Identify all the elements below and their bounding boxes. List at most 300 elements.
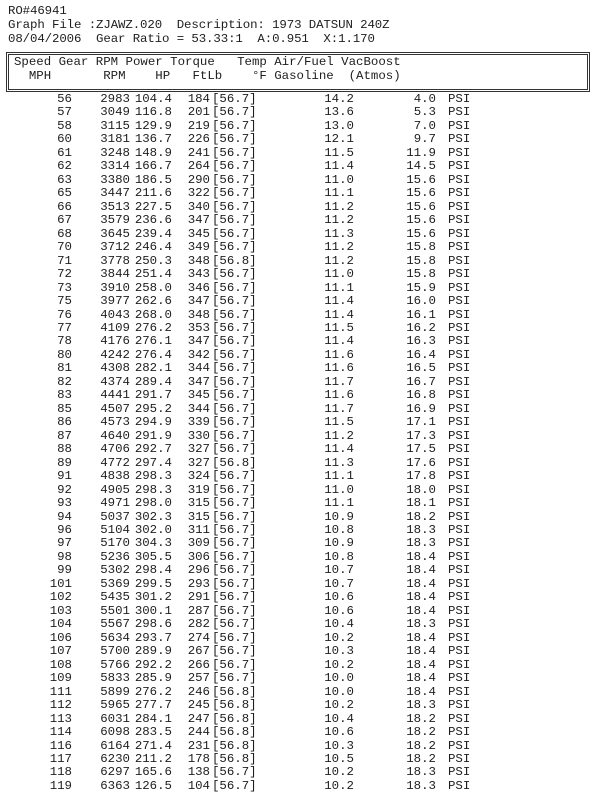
speed-cell: 57 (57, 105, 72, 120)
torque-cell: 344 (187, 361, 210, 376)
temp-cell: [56.7] (212, 778, 257, 793)
table-row (0, 174, 594, 187)
air-fuel-cell: 11.2 (324, 213, 354, 228)
vacboost-cell: 18.2 (406, 509, 436, 524)
unit-cell: PSI (448, 307, 471, 322)
power-cell: 276.4 (134, 347, 172, 362)
temp-cell: [56.8] (212, 751, 257, 766)
torque-cell: 266 (187, 657, 210, 672)
rpm-cell: 2983 (100, 92, 130, 106)
power-cell: 298.3 (134, 469, 172, 484)
air-fuel-cell: 10.9 (324, 536, 354, 551)
air-fuel-cell: 10.6 (324, 725, 354, 740)
speed-cell: 87 (57, 428, 72, 443)
vacboost-cell: 18.4 (406, 549, 436, 564)
unit-cell: PSI (448, 374, 471, 389)
unit-cell: PSI (448, 738, 471, 753)
column-header-line1: Speed Gear RPM Power Torque Temp Air/Fuel VacBoost (14, 55, 401, 69)
unit-cell: PSI (448, 644, 471, 659)
vacboost-cell: 16.0 (406, 294, 436, 309)
torque-cell: 315 (187, 496, 210, 511)
speed-cell: 119 (49, 778, 72, 793)
speed-cell: 86 (57, 415, 72, 430)
unit-cell: PSI (448, 253, 471, 268)
vacboost-cell: 5.3 (413, 105, 436, 120)
unit-cell: PSI (448, 751, 471, 766)
table-row (0, 740, 594, 753)
unit-cell: PSI (448, 590, 471, 605)
rpm-cell: 6098 (100, 725, 130, 740)
torque-cell: 347 (187, 294, 210, 309)
vacboost-cell: 15.9 (406, 280, 436, 295)
torque-cell: 244 (187, 725, 210, 740)
power-cell: 186.5 (134, 172, 172, 187)
air-fuel-cell: 10.3 (324, 644, 354, 659)
power-cell: 277.7 (134, 698, 172, 713)
speed-cell: 85 (57, 401, 72, 416)
table-row (0, 713, 594, 726)
air-fuel-cell: 11.5 (324, 415, 354, 430)
power-cell: 295.2 (134, 401, 172, 416)
table-row (0, 268, 594, 281)
unit-cell: PSI (448, 711, 471, 726)
rpm-cell: 4308 (100, 361, 130, 376)
temp-cell: [56.8] (212, 738, 257, 753)
vacboost-cell: 4.0 (413, 92, 436, 106)
power-cell: 129.9 (134, 118, 172, 133)
power-cell: 165.6 (134, 765, 172, 780)
table-row (0, 214, 594, 227)
vacboost-cell: 18.3 (406, 536, 436, 551)
rpm-cell: 5501 (100, 603, 130, 618)
speed-cell: 68 (57, 226, 72, 241)
temp-cell: [56.7] (212, 415, 257, 430)
torque-cell: 184 (187, 92, 210, 106)
vacboost-cell: 16.4 (406, 347, 436, 362)
table-row (0, 457, 594, 470)
power-cell: 268.0 (134, 307, 172, 322)
power-cell: 211.2 (134, 751, 172, 766)
vacboost-cell: 15.8 (406, 267, 436, 282)
air-fuel-cell: 10.0 (324, 671, 354, 686)
air-fuel-cell: 11.0 (324, 172, 354, 187)
rpm-cell: 6031 (100, 711, 130, 726)
speed-cell: 104 (49, 617, 72, 632)
vacboost-cell: 18.2 (406, 751, 436, 766)
table-row (0, 282, 594, 295)
torque-cell: 291 (187, 590, 210, 605)
table-row (0, 309, 594, 322)
unit-cell: PSI (448, 725, 471, 740)
vacboost-cell: 16.9 (406, 401, 436, 416)
speed-cell: 56 (57, 92, 72, 106)
vacboost-cell: 17.5 (406, 442, 436, 457)
air-fuel-cell: 10.6 (324, 603, 354, 618)
rpm-cell: 4640 (100, 428, 130, 443)
dyno-data-table (0, 93, 594, 793)
temp-cell: [56.7] (212, 374, 257, 389)
power-cell: 299.5 (134, 576, 172, 591)
unit-cell: PSI (448, 186, 471, 201)
speed-cell: 60 (57, 132, 72, 147)
power-cell: 302.3 (134, 509, 172, 524)
temp-cell: [56.7] (212, 590, 257, 605)
power-cell: 282.1 (134, 361, 172, 376)
unit-cell: PSI (448, 415, 471, 430)
speed-cell: 73 (57, 280, 72, 295)
torque-cell: 324 (187, 469, 210, 484)
temp-cell: [56.7] (212, 186, 257, 201)
unit-cell: PSI (448, 388, 471, 403)
rpm-cell: 5302 (100, 563, 130, 578)
unit-cell: PSI (448, 630, 471, 645)
vacboost-cell: 9.7 (413, 132, 436, 147)
air-fuel-cell: 11.6 (324, 361, 354, 376)
power-cell: 304.3 (134, 536, 172, 551)
temp-cell: [56.7] (212, 267, 257, 282)
rpm-cell: 3115 (100, 118, 130, 133)
torque-cell: 348 (187, 253, 210, 268)
air-fuel-cell: 11.1 (324, 186, 354, 201)
unit-cell: PSI (448, 226, 471, 241)
unit-cell: PSI (448, 92, 471, 106)
temp-cell: [56.8] (212, 253, 257, 268)
air-fuel-cell: 11.1 (324, 496, 354, 511)
unit-cell: PSI (448, 523, 471, 537)
unit-cell: PSI (448, 320, 471, 335)
torque-cell: 306 (187, 549, 210, 564)
power-cell: 250.3 (134, 253, 172, 268)
power-cell: 283.5 (134, 725, 172, 740)
power-cell: 285.9 (134, 671, 172, 686)
power-cell: 148.9 (134, 145, 172, 160)
rpm-cell: 3844 (100, 267, 130, 282)
air-fuel-cell: 11.5 (324, 320, 354, 335)
vacboost-cell: 15.6 (406, 226, 436, 241)
speed-cell: 77 (57, 320, 72, 335)
table-row (0, 632, 594, 645)
torque-cell: 342 (187, 347, 210, 362)
unit-cell: PSI (448, 105, 471, 120)
speed-cell: 89 (57, 455, 72, 470)
power-cell: 298.0 (134, 496, 172, 511)
torque-cell: 290 (187, 172, 210, 187)
rpm-cell: 4441 (100, 388, 130, 403)
torque-cell: 322 (187, 186, 210, 201)
unit-cell: PSI (448, 469, 471, 484)
speed-cell: 101 (49, 576, 72, 591)
torque-cell: 311 (187, 523, 210, 537)
torque-cell: 287 (187, 603, 210, 618)
speed-cell: 63 (57, 172, 72, 187)
torque-cell: 330 (187, 428, 210, 443)
torque-cell: 219 (187, 118, 210, 133)
unit-cell: PSI (448, 455, 471, 470)
unit-cell: PSI (448, 401, 471, 416)
speed-cell: 107 (49, 644, 72, 659)
air-fuel-cell: 10.2 (324, 698, 354, 713)
rpm-cell: 4507 (100, 401, 130, 416)
torque-cell: 274 (187, 630, 210, 645)
vacboost-cell: 18.2 (406, 725, 436, 740)
torque-cell: 347 (187, 213, 210, 228)
rpm-cell: 5037 (100, 509, 130, 524)
torque-cell: 231 (187, 738, 210, 753)
air-fuel-cell: 10.6 (324, 590, 354, 605)
temp-cell: [56.7] (212, 294, 257, 309)
unit-cell: PSI (448, 778, 471, 793)
power-cell: 276.2 (134, 320, 172, 335)
torque-cell: 327 (187, 455, 210, 470)
vacboost-cell: 16.7 (406, 374, 436, 389)
air-fuel-cell: 11.4 (324, 334, 354, 349)
unit-cell: PSI (448, 159, 471, 174)
speed-cell: 91 (57, 469, 72, 484)
table-row (0, 403, 594, 416)
column-header-line2: MPH RPM HP FtLb °F Gasoline (Atmos) (14, 69, 401, 83)
speed-cell: 113 (49, 711, 72, 726)
table-row (0, 484, 594, 497)
temp-cell: [56.7] (212, 347, 257, 362)
unit-cell: PSI (448, 118, 471, 133)
temp-cell: [56.8] (212, 684, 257, 699)
table-row (0, 511, 594, 524)
rpm-cell: 4374 (100, 374, 130, 389)
vacboost-cell: 15.6 (406, 172, 436, 187)
vacboost-cell: 18.4 (406, 590, 436, 605)
temp-cell: [56.7] (212, 361, 257, 376)
rpm-cell: 5104 (100, 523, 130, 537)
rpm-cell: 3380 (100, 172, 130, 187)
unit-cell: PSI (448, 361, 471, 376)
torque-cell: 315 (187, 509, 210, 524)
unit-cell: PSI (448, 267, 471, 282)
rpm-cell: 5634 (100, 630, 130, 645)
torque-cell: 247 (187, 711, 210, 726)
air-fuel-cell: 11.4 (324, 294, 354, 309)
vacboost-cell: 18.3 (406, 778, 436, 793)
power-cell: 239.4 (134, 226, 172, 241)
air-fuel-cell: 11.0 (324, 267, 354, 282)
rpm-cell: 4242 (100, 347, 130, 362)
air-fuel-cell: 11.3 (324, 455, 354, 470)
rpm-cell: 4573 (100, 415, 130, 430)
speed-cell: 62 (57, 159, 72, 174)
speed-cell: 92 (57, 482, 72, 497)
air-fuel-cell: 10.0 (324, 684, 354, 699)
air-fuel-cell: 10.7 (324, 576, 354, 591)
speed-cell: 72 (57, 267, 72, 282)
rpm-cell: 5899 (100, 684, 130, 699)
speed-cell: 116 (49, 738, 72, 753)
power-cell: 136.7 (134, 132, 172, 147)
table-row (0, 133, 594, 146)
air-fuel-cell: 10.2 (324, 630, 354, 645)
table-row (0, 578, 594, 591)
unit-cell: PSI (448, 765, 471, 780)
temp-cell: [56.8] (212, 711, 257, 726)
table-row (0, 591, 594, 604)
unit-cell: PSI (448, 294, 471, 309)
table-row (0, 241, 594, 254)
vacboost-cell: 18.1 (406, 496, 436, 511)
table-row (0, 443, 594, 456)
rpm-cell: 5170 (100, 536, 130, 551)
unit-cell: PSI (448, 603, 471, 618)
rpm-cell: 6297 (100, 765, 130, 780)
rpm-cell: 3248 (100, 145, 130, 160)
rpm-cell: 5435 (100, 590, 130, 605)
temp-cell: [56.7] (212, 307, 257, 322)
vacboost-cell: 17.3 (406, 428, 436, 443)
temp-cell: [56.7] (212, 199, 257, 214)
speed-cell: 70 (57, 240, 72, 255)
speed-cell: 80 (57, 347, 72, 362)
temp-cell: [56.7] (212, 428, 257, 443)
rpm-cell: 3447 (100, 186, 130, 201)
power-cell: 116.8 (134, 105, 172, 120)
temp-cell: [56.7] (212, 482, 257, 497)
unit-cell: PSI (448, 482, 471, 497)
table-row (0, 322, 594, 335)
air-fuel-cell: 11.4 (324, 442, 354, 457)
unit-cell: PSI (448, 334, 471, 349)
vacboost-cell: 17.8 (406, 469, 436, 484)
torque-cell: 345 (187, 388, 210, 403)
power-cell: 276.1 (134, 334, 172, 349)
temp-cell: [56.7] (212, 549, 257, 564)
vacboost-cell: 18.4 (406, 576, 436, 591)
air-fuel-cell: 11.1 (324, 469, 354, 484)
torque-cell: 344 (187, 401, 210, 416)
power-cell: 291.7 (134, 388, 172, 403)
rpm-cell: 5700 (100, 644, 130, 659)
power-cell: 302.0 (134, 523, 172, 537)
torque-cell: 178 (187, 751, 210, 766)
table-row (0, 228, 594, 241)
vacboost-cell: 18.2 (406, 711, 436, 726)
speed-cell: 83 (57, 388, 72, 403)
speed-cell: 71 (57, 253, 72, 268)
temp-cell: [56.8] (212, 455, 257, 470)
vacboost-cell: 16.1 (406, 307, 436, 322)
table-row (0, 537, 594, 550)
unit-cell: PSI (448, 549, 471, 564)
power-cell: 300.1 (134, 603, 172, 618)
torque-cell: 347 (187, 334, 210, 349)
torque-cell: 348 (187, 307, 210, 322)
rpm-cell: 4109 (100, 320, 130, 335)
table-row (0, 147, 594, 160)
temp-cell: [56.7] (212, 92, 257, 106)
power-cell: 227.5 (134, 199, 172, 214)
unit-cell: PSI (448, 240, 471, 255)
speed-cell: 109 (49, 671, 72, 686)
speed-cell: 106 (49, 630, 72, 645)
temp-cell: [56.7] (212, 496, 257, 511)
table-row (0, 430, 594, 443)
table-row (0, 659, 594, 672)
rpm-cell: 3910 (100, 280, 130, 295)
power-cell: 246.4 (134, 240, 172, 255)
rpm-cell: 4772 (100, 455, 130, 470)
table-row (0, 497, 594, 510)
torque-cell: 319 (187, 482, 210, 497)
torque-cell: 201 (187, 105, 210, 120)
speed-cell: 67 (57, 213, 72, 228)
table-row (0, 470, 594, 483)
rpm-cell: 6363 (100, 778, 130, 793)
table-row (0, 349, 594, 362)
table-row (0, 416, 594, 429)
vacboost-cell: 15.6 (406, 213, 436, 228)
rpm-cell: 4043 (100, 307, 130, 322)
rpm-cell: 5833 (100, 671, 130, 686)
unit-cell: PSI (448, 617, 471, 632)
air-fuel-cell: 10.4 (324, 711, 354, 726)
power-cell: 166.7 (134, 159, 172, 174)
speed-cell: 103 (49, 603, 72, 618)
ro-number: RO#46941 (8, 4, 67, 18)
power-cell: 291.9 (134, 428, 172, 443)
torque-cell: 347 (187, 374, 210, 389)
temp-cell: [56.7] (212, 240, 257, 255)
table-row (0, 699, 594, 712)
temp-cell: [56.7] (212, 118, 257, 133)
table-row (0, 605, 594, 618)
rpm-cell: 5965 (100, 698, 130, 713)
air-fuel-cell: 11.2 (324, 428, 354, 443)
air-fuel-cell: 10.7 (324, 563, 354, 578)
unit-cell: PSI (448, 428, 471, 443)
speed-cell: 82 (57, 374, 72, 389)
vacboost-cell: 17.1 (406, 415, 436, 430)
air-fuel-cell: 10.9 (324, 509, 354, 524)
torque-cell: 345 (187, 226, 210, 241)
table-row (0, 362, 594, 375)
unit-cell: PSI (448, 172, 471, 187)
vacboost-cell: 7.0 (413, 118, 436, 133)
power-cell: 301.2 (134, 590, 172, 605)
power-cell: 305.5 (134, 549, 172, 564)
vacboost-cell: 18.4 (406, 657, 436, 672)
power-cell: 298.6 (134, 617, 172, 632)
temp-cell: [56.7] (212, 213, 257, 228)
speed-cell: 75 (57, 294, 72, 309)
temp-cell: [56.7] (212, 523, 257, 537)
unit-cell: PSI (448, 280, 471, 295)
table-row (0, 389, 594, 402)
rpm-cell: 4971 (100, 496, 130, 511)
temp-cell: [56.7] (212, 226, 257, 241)
vacboost-cell: 15.6 (406, 199, 436, 214)
torque-cell: 282 (187, 617, 210, 632)
unit-cell: PSI (448, 671, 471, 686)
power-cell: 298.3 (134, 482, 172, 497)
speed-cell: 78 (57, 334, 72, 349)
temp-cell: [56.8] (212, 725, 257, 740)
vacboost-cell: 18.4 (406, 671, 436, 686)
unit-cell: PSI (448, 698, 471, 713)
rpm-cell: 5369 (100, 576, 130, 591)
temp-cell: [56.7] (212, 563, 257, 578)
power-cell: 276.2 (134, 684, 172, 699)
rpm-cell: 5236 (100, 549, 130, 564)
air-fuel-cell: 10.3 (324, 738, 354, 753)
speed-cell: 117 (49, 751, 72, 766)
power-cell: 104.4 (134, 92, 172, 106)
air-fuel-cell: 10.8 (324, 523, 354, 537)
